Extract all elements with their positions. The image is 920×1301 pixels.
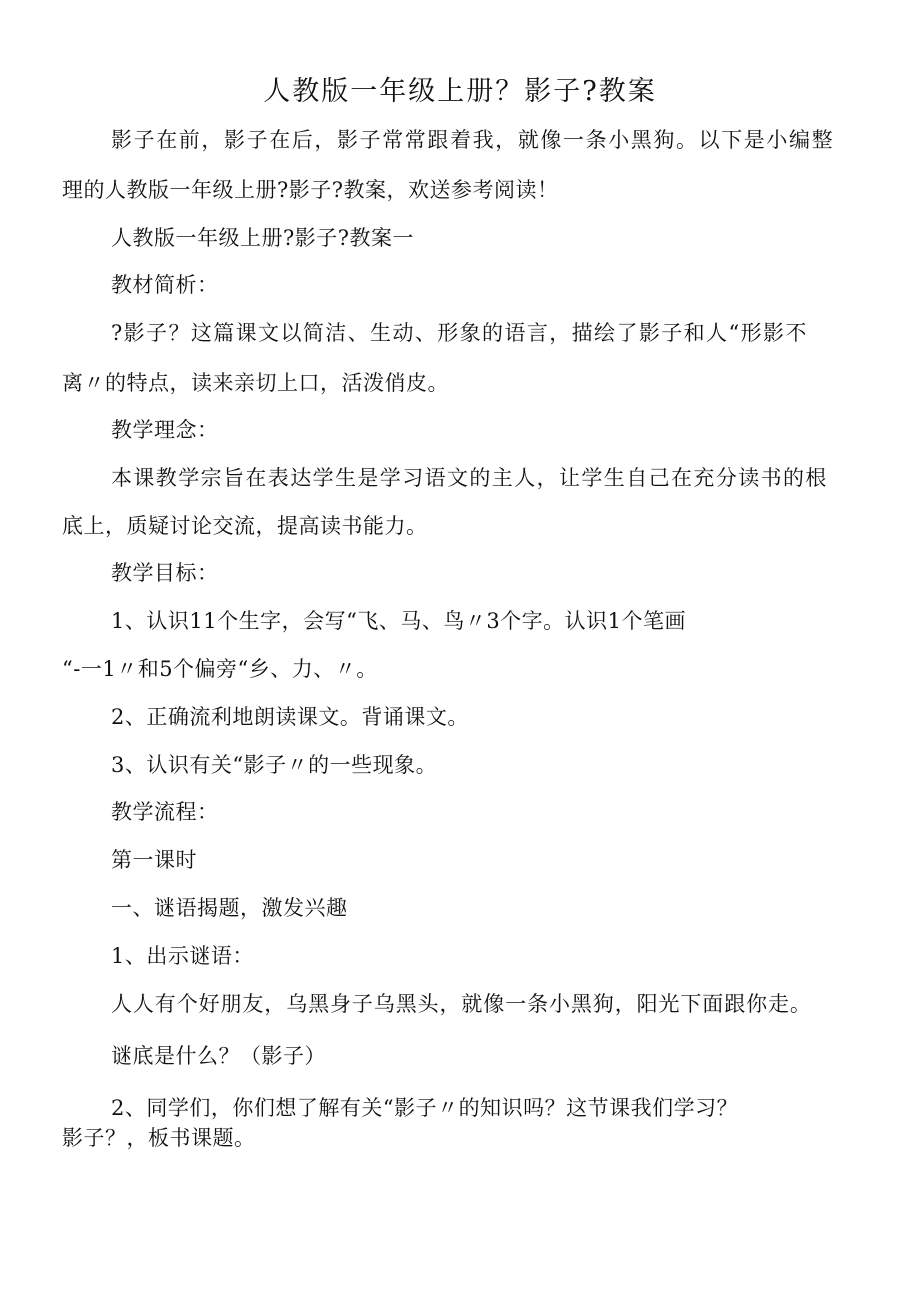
paragraph-line: 底上，质疑讨论交流，提高读书能力。	[62, 514, 428, 538]
list-item: 3、认识有关“影子〃的一些现象。	[111, 753, 438, 777]
paragraph-line: 离〃的特点，读来亲切上口，活泼俏皮。	[62, 371, 449, 395]
paragraph-line: 本课教学宗旨在表达学生是学习语文的主人，让学生自己在充分读书的根	[111, 466, 828, 490]
list-item: 1、认识11个生字，会写“飞、马、鸟〃3个字。认识1个笔画	[111, 609, 687, 633]
section-heading: 第一课时	[111, 848, 197, 872]
document-title: 人教版一年级上册？影子?教案	[263, 76, 657, 107]
section-heading: 教学流程：	[111, 800, 219, 824]
paragraph-line: 理的人教版一年级上册?影子?教案，欢送参考阅读！	[62, 178, 559, 202]
paragraph-line: 人人有个好朋友，乌黑身子乌黑头，就像一条小黑狗，阳光下面跟你走。	[111, 992, 812, 1016]
paragraph-line: 影子在前，影子在后，影子常常跟着我，就像一条小黑狗。以下是小编整	[111, 128, 835, 152]
paragraph-line: ?影子？这篇课文以简洁、生动、形象的语言，描绘了影子和人“形影不	[111, 321, 808, 345]
section-heading: 教学目标：	[111, 561, 219, 585]
section-heading: 人教版一年级上册?影子?教案一	[111, 226, 415, 250]
section-heading: 教学理念：	[111, 418, 219, 442]
list-item: 2、正确流利地朗读课文。背诵课文。	[111, 705, 469, 729]
section-heading: 一、谜语揭题，激发兴趣	[111, 896, 348, 920]
list-item-continuation: “-一1〃和5个偏旁“乡、力、〃。	[62, 657, 378, 681]
paragraph-line: 谜底是什么？（影子）	[111, 1044, 326, 1068]
section-heading: 教材简析：	[111, 273, 219, 297]
list-item: 2、同学们，你们想了解有关“影子〃的知识吗？这节课我们学习？	[111, 1096, 739, 1120]
list-item-continuation: 影子？，板书课题。	[62, 1126, 256, 1150]
list-item: 1、出示谜语：	[111, 944, 254, 968]
